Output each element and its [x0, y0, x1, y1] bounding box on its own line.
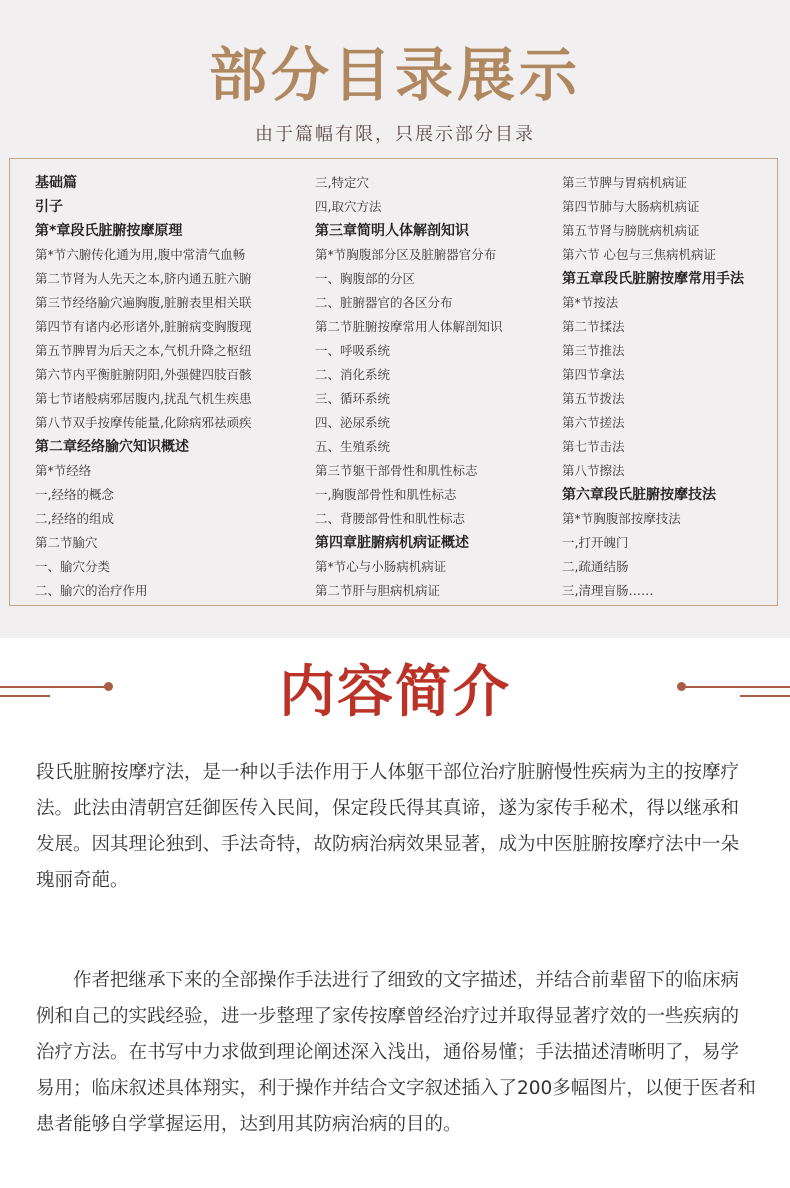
toc-item: 第四节肺与大肠病机病证: [562, 199, 700, 214]
intro-paragraph-1: 段氏脏腑按摩疗法，是一种以手法作用于人体躯干部位治疗脏腑慢性疾病为主的按摩疗法。此法由清朝宫廷御医传入民间，保定段氏得其真谛，遂为家传手秘术，得以继承和发展。因其理论独到、手法奇特，故防病治病效果显著，成为中医脏腑按摩疗法中一朵瑰丽奇葩。: [36, 762, 740, 891]
toc-item: 第二节肾为人先天之本,脐内通五脏六腑: [35, 271, 252, 286]
toc-box: [9, 158, 778, 606]
toc-column-2: [315, 171, 503, 603]
toc-item: 第八节双手按摩传能量,化除病邪祛顽疾: [35, 415, 252, 430]
toc-chapter-heading: 第五章段氏脏腑按摩常用手法: [562, 271, 744, 287]
toc-item: 三,特定穴: [315, 175, 369, 190]
toc-item: 二、腧穴的治疗作用: [35, 583, 148, 598]
toc-item: 第五节脾胃为后天之本,气机升降之枢纽: [35, 343, 252, 358]
toc-item: 第*节六腑传化通为用,腹中常清气血畅: [35, 247, 246, 262]
toc-item: 一、腧穴分类: [35, 559, 111, 574]
toc-column-1: [35, 171, 251, 603]
toc-item: 第三节经络腧穴遍胸腹,脏腑表里相关联: [35, 295, 252, 310]
toc-item: 四,取穴方法: [315, 199, 382, 214]
toc-column-3: [562, 171, 744, 603]
toc-item: 四、泌尿系统: [315, 415, 391, 430]
toc-item: 五、生殖系统: [315, 439, 391, 454]
toc-item: 一,打开魄门: [562, 535, 629, 550]
toc-chapter-heading: 第二章经络腧穴知识概述: [35, 439, 189, 455]
toc-item: 一,胸腹部骨性和肌性标志: [315, 487, 457, 502]
toc-item: 一、胸腹部的分区: [315, 271, 416, 286]
toc-item: 三、循环系统: [315, 391, 391, 406]
toc-chapter-heading: 第三章简明人体解剖知识: [315, 223, 469, 239]
intro-title: 内容简介: [279, 660, 511, 725]
toc-item: 第*节经络: [35, 463, 92, 478]
toc-item: 第二节腧穴: [35, 535, 98, 550]
toc-item: 第三节脾与胃病机病证: [562, 175, 688, 190]
toc-item: 一、呼吸系统: [315, 343, 391, 358]
toc-item: 第五节拨法: [562, 391, 625, 406]
toc-item: 二、背腰部骨性和肌性标志: [315, 511, 466, 526]
toc-chapter-heading: 基础篇: [35, 175, 77, 191]
toc-item: 第四节拿法: [562, 367, 625, 382]
toc-item: 第五节肾与膀胱病机病证: [562, 223, 700, 238]
toc-item: 第七节诸般病邪居腹内,扰乱气机生疾患: [35, 391, 252, 406]
toc-item: 第七节击法: [562, 439, 625, 454]
toc-item: 第六节 心包与三焦病机病证: [562, 247, 716, 262]
toc-item: 第二节脏腑按摩常用人体解剖知识: [315, 319, 503, 334]
toc-item: 第二节揉法: [562, 319, 625, 334]
toc-item: 第六节内平衡脏腑阴阳,外强健四肢百骸: [35, 367, 252, 382]
toc-item: 二、消化系统: [315, 367, 391, 382]
toc-item: 一,经络的概念: [35, 487, 114, 502]
toc-item: 第*节胸腹部分区及脏腑器官分布: [315, 247, 497, 262]
toc-chapter-heading: 第六章段氏脏腑按摩技法: [562, 487, 716, 503]
toc-subtitle: 由于篇幅有限，只展示部分目录: [255, 124, 535, 145]
toc-item: 第四节有诸内必形诸外,脏腑病变胸腹现: [35, 319, 252, 334]
toc-chapter-heading: 引子: [35, 199, 63, 215]
toc-item: 第二节肝与胆病机病证: [315, 583, 441, 598]
toc-item: 第三节推法: [562, 343, 625, 358]
toc-item: 第六节搓法: [562, 415, 625, 430]
toc-chapter-heading: 第四章脏腑病机病证概述: [315, 535, 469, 551]
toc-item: 第八节擦法: [562, 463, 625, 478]
toc-item: 第三节躯干部骨性和肌性标志: [315, 463, 478, 478]
toc-item: 二,经络的组成: [35, 511, 114, 526]
toc-chapter-heading: 第*章段氏脏腑按摩原理: [35, 223, 183, 239]
toc-item: 第*节心与小肠病机病证: [315, 559, 447, 574]
toc-item: 二、脏腑器官的各区分布: [315, 295, 453, 310]
toc-item: 第*节胸腹部按摩技法: [562, 511, 681, 526]
toc-title: 部分目录展示: [208, 41, 581, 109]
toc-item: 第*节按法: [562, 295, 619, 310]
toc-item: 三,清理盲肠……: [562, 583, 654, 598]
toc-item: 二,疏通结肠: [562, 559, 629, 574]
intro-paragraph-2: 作者把继承下来的全部操作手法进行了细致的文字描述，并结合前辈留下的临床病例和自己的实践经验，进一步整理了家传按摩曾经治疗过并取得显著疗效的一些疾病的治疗方法。在书写中力求做到理论阐述深入浅出，通俗易懂；手法描述清晰明了，易学易用；临床叙述具体翔实，利于操作并结合文字叙述插入了200多幅图片，以便于医者和患者能够自学掌握运用，达到用其防病治病的目的。: [36, 970, 756, 1135]
